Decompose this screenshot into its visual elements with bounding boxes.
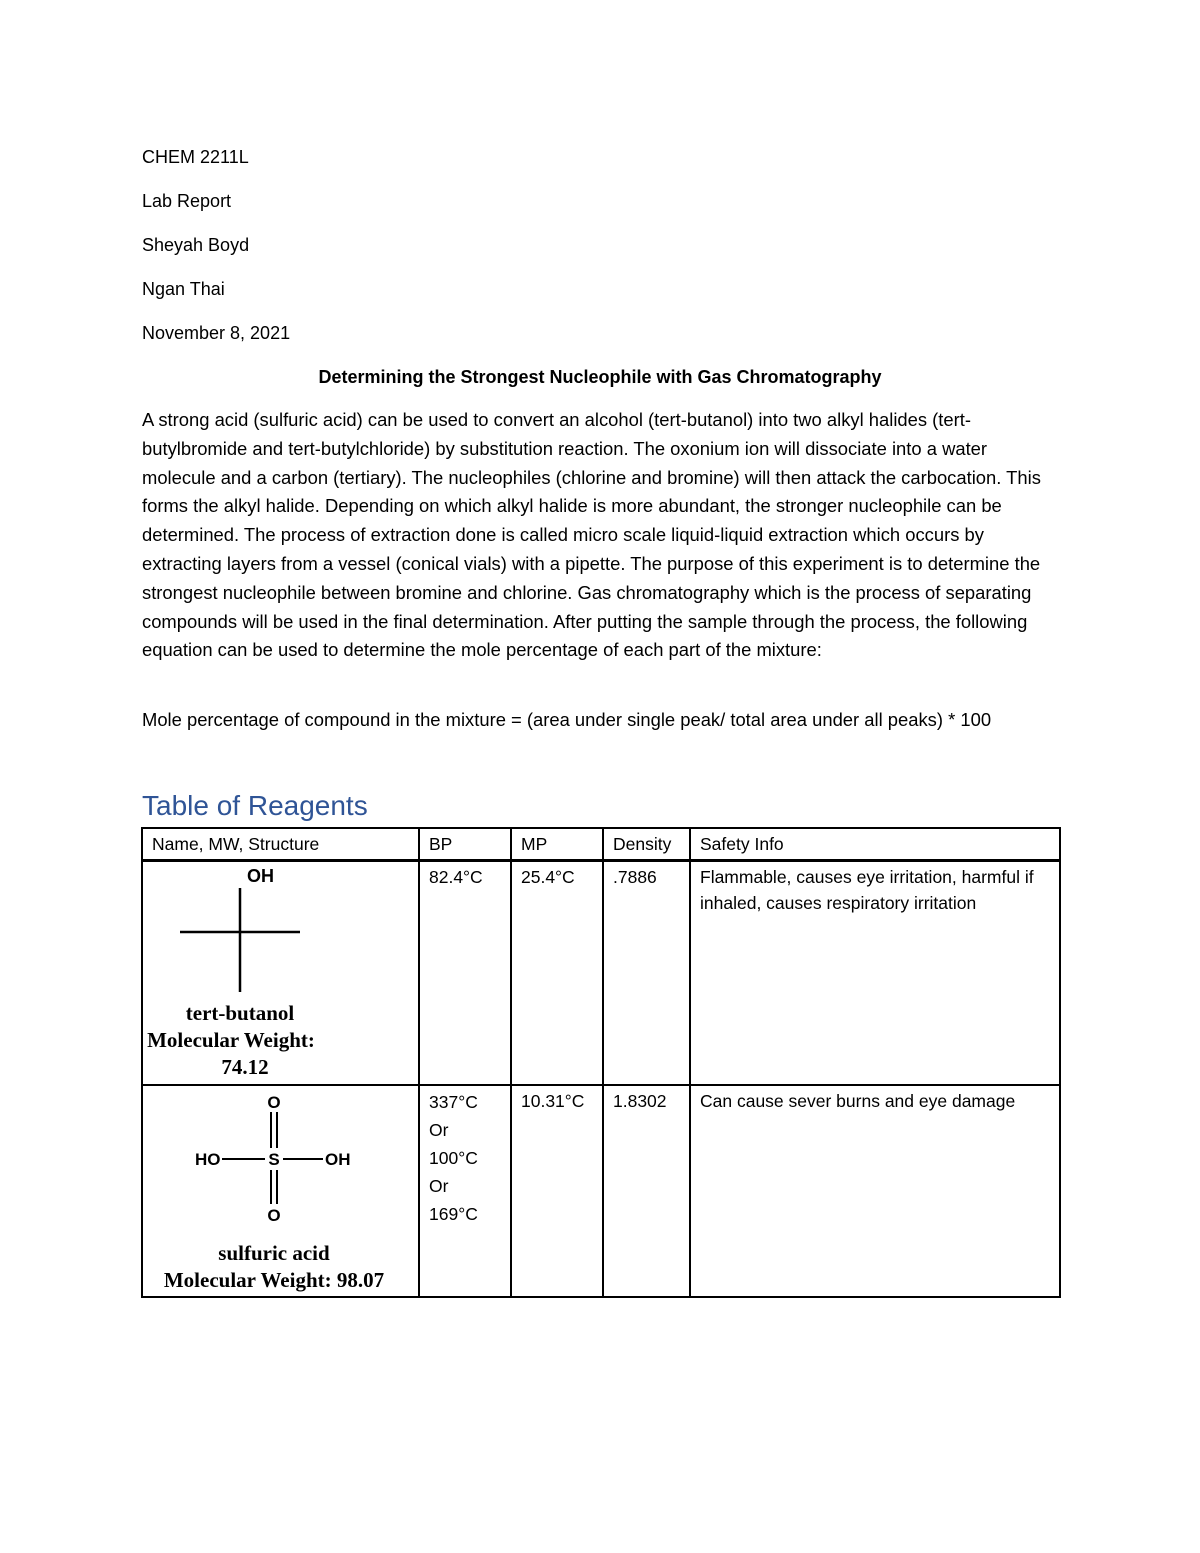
bp-value: 169°C (429, 1204, 478, 1224)
sulfur-label: S (268, 1150, 280, 1169)
column-header: BP (419, 828, 511, 861)
column-header: MP (511, 828, 603, 861)
bp-separator: Or (429, 1120, 449, 1140)
author-name: Sheyah Boyd (142, 235, 250, 255)
mp-cell: 10.31°C (511, 1085, 603, 1297)
mole-percentage-equation: Mole percentage of compound in the mixture = (area under single peak/ total area under all peaks) * 100 (142, 709, 992, 730)
section-heading: Table of Reagents (142, 790, 368, 821)
safety-cell: Can cause sever burns and eye damage (690, 1085, 1060, 1297)
density-cell: 1.8302 (603, 1085, 690, 1297)
molecular-weight-label: Molecular Weight: 98.07 (163, 1268, 385, 1292)
bp-value: 100°C (429, 1148, 478, 1168)
bp-value: 337°C (429, 1092, 478, 1112)
hydroxyl-label: OH (325, 1150, 351, 1169)
table-header-row (142, 828, 1060, 861)
course-code: CHEM 2211L (142, 147, 249, 167)
hydroxyl-label: HO (195, 1150, 221, 1169)
oxygen-label: O (267, 1093, 281, 1112)
table-row (142, 1085, 1060, 1297)
report-title: Determining the Strongest Nucleophile with Gas Chromatography (318, 367, 882, 387)
bp-cell (419, 1085, 511, 1297)
compound-name: sulfuric acid (218, 1241, 330, 1265)
structure-cell (142, 861, 419, 1086)
bp-cell: 82.4°C (419, 861, 511, 1086)
structure-cell (142, 1085, 419, 1297)
author-name: Ngan Thai (142, 279, 225, 299)
molecular-weight-value: 74.12 (221, 1055, 269, 1079)
sulfuric-acid-structure (143, 1086, 417, 1294)
column-header: Safety Info (690, 828, 1060, 861)
oxygen-label: O (267, 1206, 281, 1225)
mp-cell: 25.4°C (511, 861, 603, 1086)
report-date: November 8, 2021 (142, 323, 291, 343)
tert-butanol-structure (143, 862, 417, 1080)
hydroxyl-label: OH (247, 866, 274, 886)
column-header: Density (603, 828, 690, 861)
reagents-table (141, 827, 1061, 1298)
table-row (142, 861, 1060, 1086)
document-type: Lab Report (142, 191, 232, 211)
column-header: Name, MW, Structure (142, 828, 419, 861)
compound-name: tert-butanol (185, 1001, 295, 1025)
molecular-weight-label: Molecular Weight: (147, 1028, 315, 1052)
safety-cell: Flammable, causes eye irritation, harmful if inhaled, causes respiratory irritation (690, 861, 1060, 1086)
intro-paragraph: A strong acid (sulfuric acid) can be used to convert an alcohol (tert-butanol) into two alkyl halides (tert-butylbromide and tert-butylchloride) by substitution reaction. The oxonium ion will dissociate into a water molecule and a carbon (tertiary). The nucleophiles (chlorine and bromine) will then attack the carbocation. This forms the alkyl halide. Depending on which alkyl halide is more abundant, the stronger nucleophile can be determined. The process of extraction done is called micro scale liquid-liquid extraction which occurs by extracting layers from a vessel (conical vials) with a pipette. The purpose of this experiment is to determine the strongest nucleophile between bromine and chlorine. Gas chromatography which is the process of separating compounds will be used in the final determination. After putting the sample through the process, the following equation can be used to determine the mole percentage of each part of the mixture: (142, 409, 1041, 661)
density-cell: .7886 (603, 861, 690, 1086)
bp-separator: Or (429, 1176, 449, 1196)
